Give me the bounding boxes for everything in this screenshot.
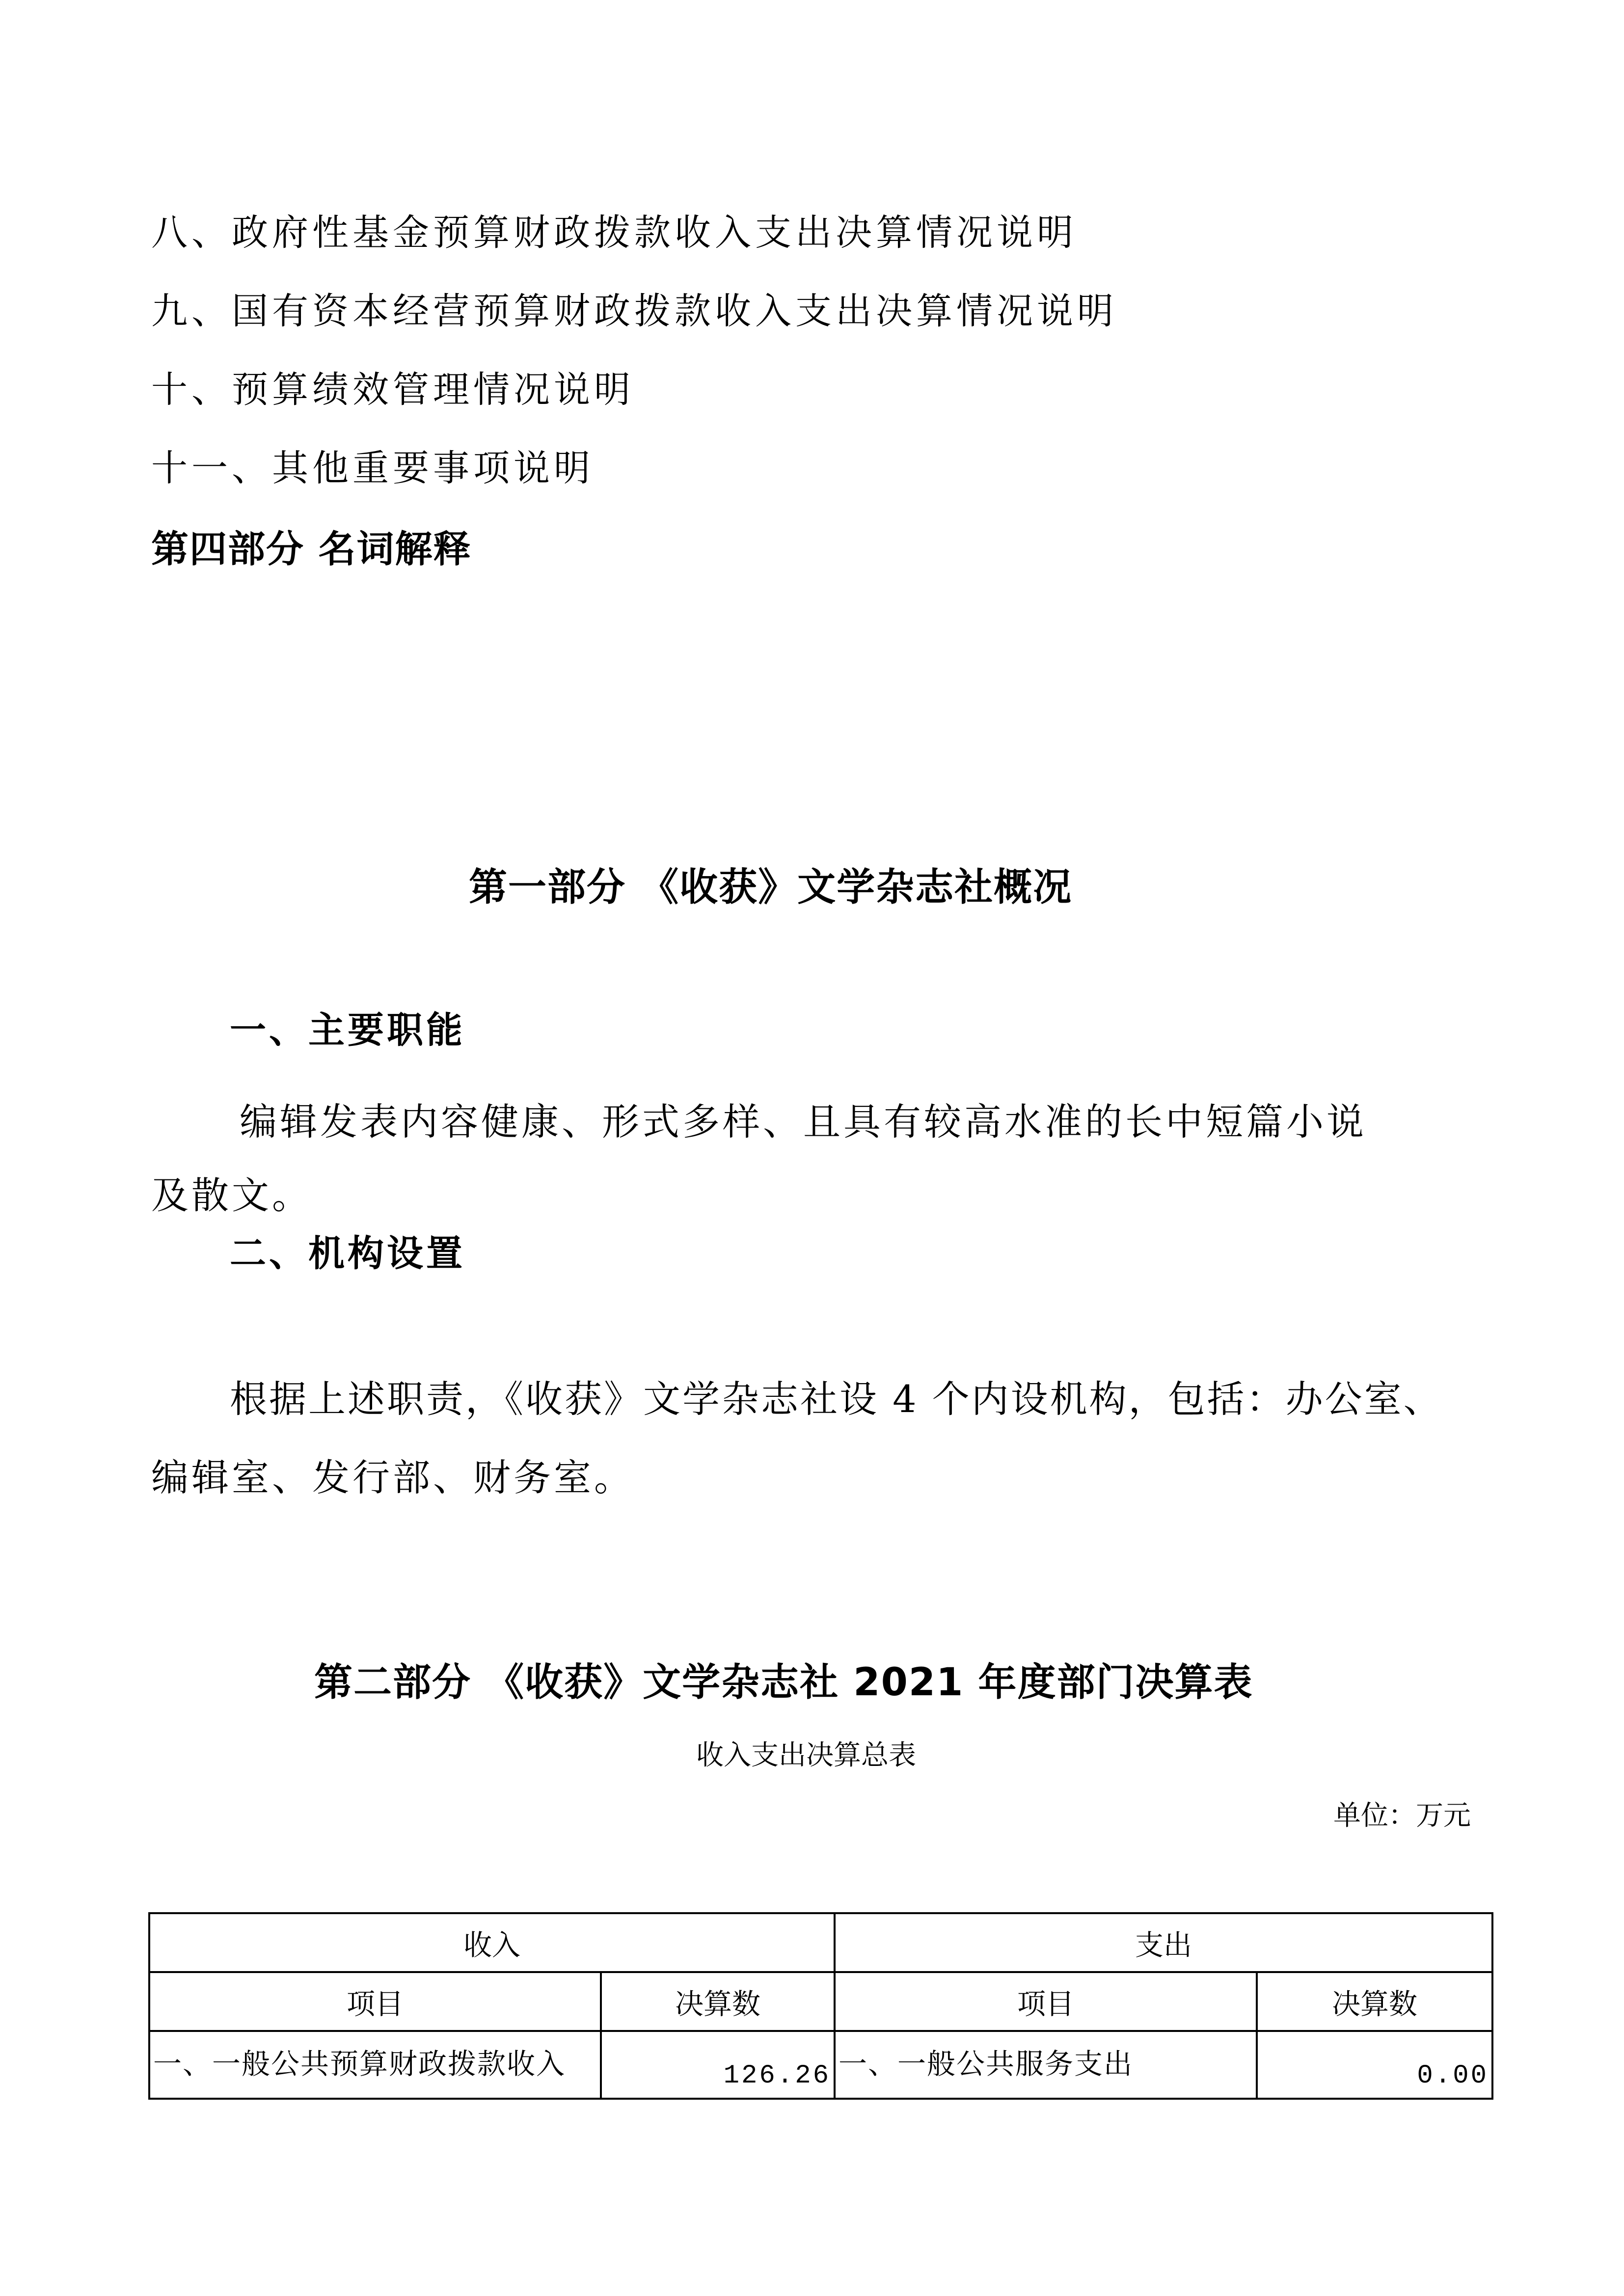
part1-title: 第一部分 《收获》文学杂志社概况 xyxy=(469,865,1073,909)
section1-body-line1: 编辑发表内容健康、形式多样、且具有较高水准的长中短篇小说 xyxy=(240,1100,1367,1144)
income-item-header: 项目 xyxy=(149,1972,601,2031)
toc-part4-heading: 第四部分 名词解释 xyxy=(151,527,472,571)
part2-title: 第二部分 《收获》文学杂志社 2021 年度部门决算表 xyxy=(314,1660,1253,1705)
table-group-header-row xyxy=(149,1913,1492,1972)
section1-title: 一、主要职能 xyxy=(230,1009,465,1051)
toc-item-8: 八、政府性基金预算财政拨款收入支出决算情况说明 xyxy=(151,212,1077,254)
toc-item-9: 九、国有资本经营预算财政拨款收入支出决算情况说明 xyxy=(151,290,1117,332)
toc-item-11: 十一、其他重要事项说明 xyxy=(151,447,594,489)
table-column-header-row xyxy=(149,1972,1492,2031)
section2-body-line1: 根据上述职责，《收获》文学杂志社设 4 个内设机构，包括：办公室、 xyxy=(230,1377,1443,1421)
section1-body-line2: 及散文。 xyxy=(151,1174,312,1217)
income-expense-table xyxy=(148,1912,1493,2100)
expense-amount-cell: 0.00 xyxy=(1257,2031,1492,2099)
table-title: 收入支出决算总表 xyxy=(696,1740,916,1771)
income-group-header: 收入 xyxy=(149,1913,835,1972)
expense-amount-header: 决算数 xyxy=(1257,1972,1492,2031)
section2-title: 二、机构设置 xyxy=(230,1232,465,1275)
expense-item-header: 项目 xyxy=(835,1972,1257,2031)
table-row xyxy=(149,2031,1492,2099)
section2-body-line2: 编辑室、发行部、财务室。 xyxy=(151,1456,634,1499)
expense-group-header: 支出 xyxy=(835,1913,1492,1972)
toc-item-10: 十、预算绩效管理情况说明 xyxy=(151,369,634,411)
expense-item-cell: 一、一般公共服务支出 xyxy=(835,2031,1257,2099)
income-item-cell: 一、一般公共预算财政拨款收入 xyxy=(149,2031,601,2099)
income-amount-header: 决算数 xyxy=(601,1972,835,2031)
income-amount-cell: 126.26 xyxy=(601,2031,835,2099)
unit-label: 单位：万元 xyxy=(1333,1801,1471,1831)
